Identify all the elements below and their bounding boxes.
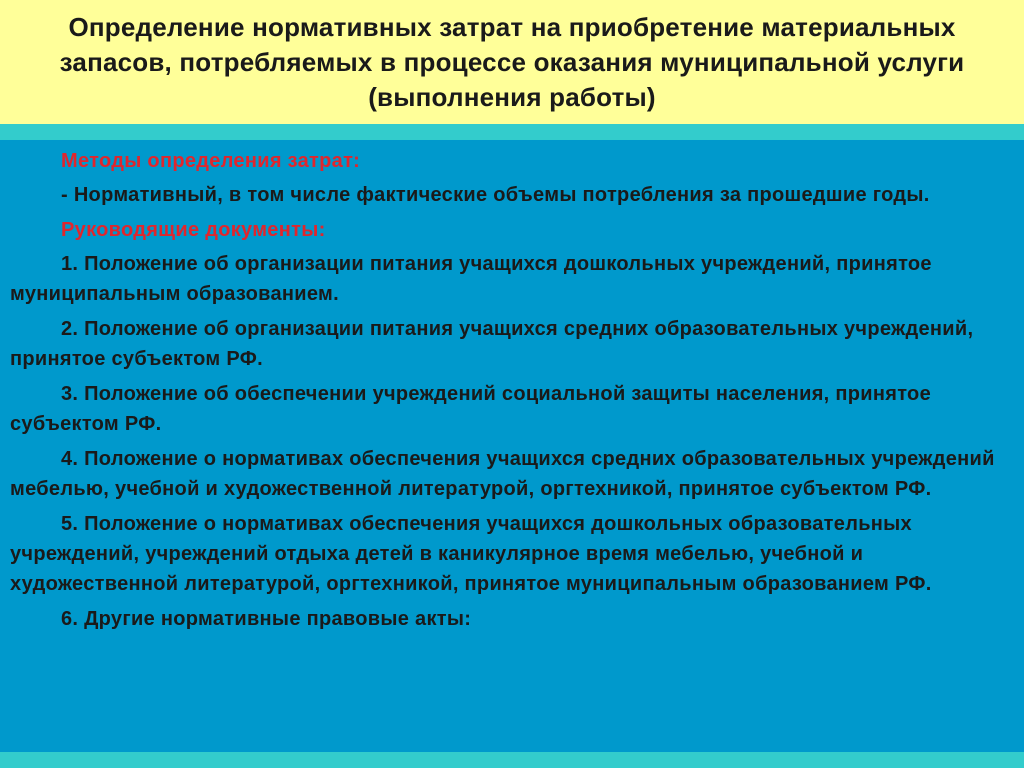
slide-title: Определение нормативных затрат на приобретение материальных запасов, потребляемых в процессе оказания муниципальной услуги (выполнения работы) [59,11,965,112]
documents-heading: Руководящие документы: [61,219,326,241]
document-item-6: 6. Другие нормативные правовые акты: [61,608,472,630]
document-item-5: 5. Положение о нормативах обеспечения учащихся дошкольных образовательных учреждений, учреждений отдыха детей в каникулярное время мебелью, учебной и художественной литературой, оргтехникой, принятое муниципальным образованием РФ. [10,513,932,595]
title-area [0,0,1024,124]
document-item-2: 2. Положение об организации питания учащихся средних образовательных учреждений, принятое субъектом РФ. [10,318,974,370]
methods-text: - Нормативный, в том числе фактические объемы потребления за прошедшие годы. [61,184,930,206]
bottom-divider-stripe [0,752,1024,768]
top-divider-stripe [0,124,1024,140]
document-item-4: 4. Положение о нормативах обеспечения учащихся средних образовательных учреждений мебелью, учебной и художественной литературой, оргтехникой, принятое субъектом РФ. [10,448,995,500]
document-item-1: 1. Положение об организации питания учащихся дошкольных учреждений, принятое муниципальным образованием. [10,253,932,305]
methods-heading: Методы определения затрат: [61,150,361,172]
document-item-3: 3. Положение об обеспечении учреждений социальной защиты населения, принятое субъектом РФ. [10,383,931,435]
content-panel [0,140,1024,752]
